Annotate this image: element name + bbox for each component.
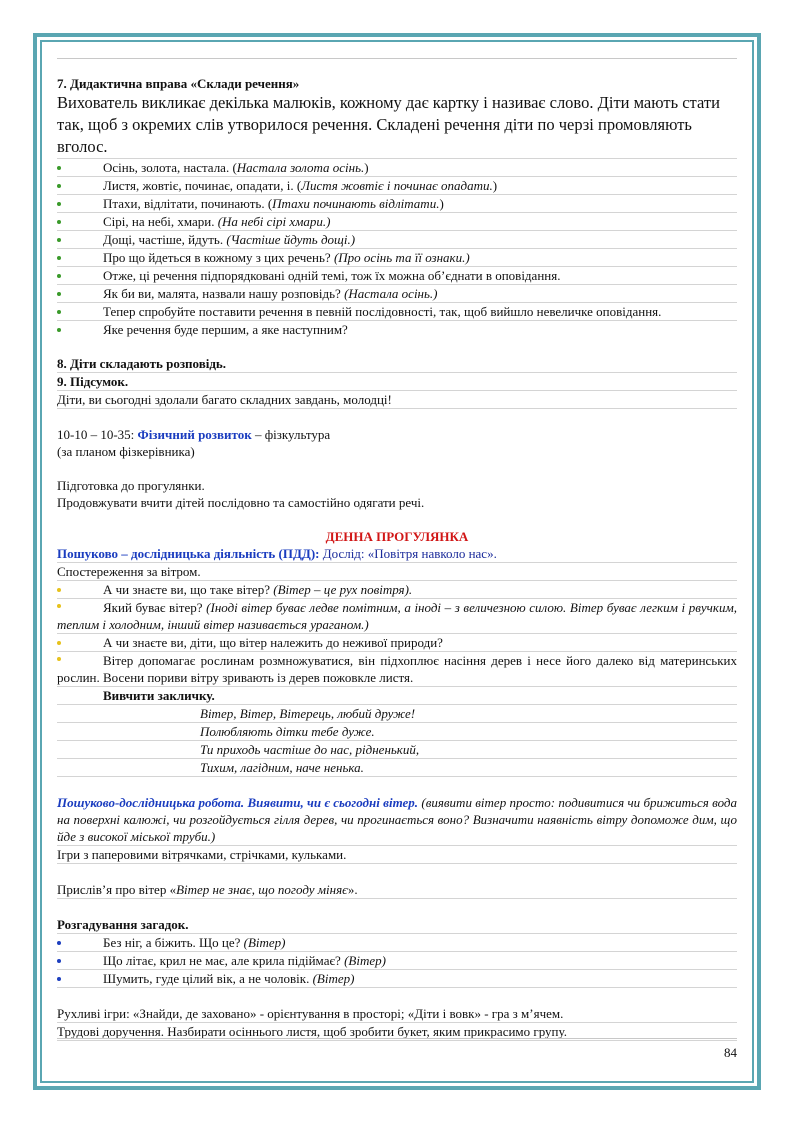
paper-games: Ігри з паперовими вітрячками, стрічками, кульками. <box>57 846 737 864</box>
bullet-icon <box>57 166 61 170</box>
list-item: Осінь, золота, настала. (Настала золота осінь.) <box>57 159 737 177</box>
bullet-icon <box>57 310 61 314</box>
physical-note: (за планом фізкерівника) <box>57 444 195 459</box>
wind-question-3: А чи знаєте ви, діти, що вітер належить до неживої природи? <box>57 634 737 652</box>
section-7-intro: Вихователь викликає декілька малюків, кожному дає картку і називає слово. Діти мають стати так, щоб з окремих слів утворилося речення. Складені речення діти по черзі промовляють вголос. <box>57 92 737 159</box>
poem-line: Ти приходь частіше до нас, рідненький, <box>57 741 737 759</box>
observation-line: Спостереження за вітром. <box>57 563 737 581</box>
poem-line: Тихим, лагідним, наче ненька. <box>57 759 737 777</box>
list-item: Про що йдеться в кожному з цих речень? (Про осінь та її ознаки.) <box>57 249 737 267</box>
proverb-line: Прислів’я про вітер «Вітер не знає, що погоду міняє». <box>57 881 737 899</box>
page-number: 84 <box>57 1038 737 1061</box>
list-item: Птахи, відлітати, починають. (Птахи починають відлітати.) <box>57 195 737 213</box>
mobile-games: Рухливі ігри: «Знайди, де заховано» - орієнтування в просторі; «Діти і вовк» - гра з м’ячем. <box>57 1005 737 1023</box>
page-content <box>57 58 737 1041</box>
riddle-item: Шумить, гуде цілий вік, а не чоловік. (Вітер) <box>57 970 737 988</box>
bullet-icon <box>57 292 61 296</box>
research-work: Пошуково-дослідницька робота. Виявити, чи є сьогодні вітер. (виявити вітер просто: подивитися чи брижиться вода на поверхні калюжі, чи розгойдується гілля дерев, чи прогинається воно? Визначити наявність вітру допоможе дим, що йде з високої міської труби.) <box>57 795 737 844</box>
bullet-icon <box>57 220 61 224</box>
bullet-icon <box>57 184 61 188</box>
list-item: Отже, ці речення підпорядковані одній темі, тож їх можна об’єднати в оповідання. <box>57 267 737 285</box>
wind-question-2: Який буває вітер? (Іноді вітер буває ледве помітним, а іноді – з величезною силою. Вітер буває легким і рвучким, теплим і холодним, інший вітер називається ураганом.) <box>57 600 738 632</box>
list-item: Листя, жовтіє, починає, опадати, і. (Листя жовтіє і починає опадати.) <box>57 177 737 195</box>
list-item: Як би ви, малята, назвали нашу розповідь? (Настала осінь.) <box>57 285 737 303</box>
list-item: Сірі, на небі, хмари. (На небі сірі хмари.) <box>57 213 737 231</box>
poem-line: Вітер, Вітер, Вітерець, любий друже! <box>57 705 737 723</box>
bullet-icon <box>57 959 61 963</box>
wind-fact: Вітер допомагає рослинам розмножуватися, він підхоплює насіння дерев і несе його далеко від материнських рослин. Восени пориви вітру зривають із дерев пожовкле листя. <box>57 653 737 685</box>
prep-line-2: Продовжувати вчити дітей послідовно та самостійно одягати речі. <box>57 495 425 510</box>
learn-chant: Вивчити закличку. <box>57 687 737 705</box>
bullet-icon <box>57 328 61 332</box>
bullet-icon <box>57 941 61 945</box>
bullet-icon <box>57 657 61 661</box>
walk-heading: ДЕННА ПРОГУЛЯНКА <box>325 529 469 544</box>
prep-line-1: Підготовка до прогулянки. <box>57 478 205 493</box>
bullet-icon <box>57 641 61 645</box>
wind-question-1: А чи знаєте ви, що таке вітер? (Вітер – це рух повітря). <box>57 581 737 599</box>
top-rule <box>57 58 737 59</box>
section-9-title: 9. Підсумок. <box>57 373 737 391</box>
riddles-title: Розгадування загадок. <box>57 916 737 934</box>
sentence-list <box>57 159 737 338</box>
section-8-title: 8. Діти складають розповідь. <box>57 355 737 373</box>
bullet-icon <box>57 202 61 206</box>
research-line: Пошуково – дослідницька діяльність (ПДД): Дослід: «Повітря навколо нас». <box>57 545 737 563</box>
bullet-icon <box>57 604 61 608</box>
list-item: Тепер спробуйте поставити речення в певній послідовності, так, щоб вийшло невеличке оповідання. <box>57 303 737 321</box>
summary-text: Діти, ви сьогодні здолали багато складних завдань, молодці! <box>57 391 737 409</box>
riddle-item: Без ніг, а біжить. Що це? (Вітер) <box>57 934 737 952</box>
poem-line: Полюбляють дітки тебе дуже. <box>57 723 737 741</box>
physical-line: 10-10 – 10-35: Фізичний розвиток – фізкультура <box>57 427 331 442</box>
bullet-icon <box>57 256 61 260</box>
list-item: Дощі, частіше, йдуть. (Частіше йдуть дощі.) <box>57 231 737 249</box>
bullet-icon <box>57 588 61 592</box>
labor-task: Трудові доручення. Назбирати осіннього листя, щоб зробити букет, яким прикрасимо групу. <box>57 1023 737 1041</box>
list-item: Яке речення буде першим, а яке наступним? <box>57 321 737 338</box>
section-7-title: 7. Дидактична вправа «Склади речення» <box>57 76 300 91</box>
bullet-icon <box>57 274 61 278</box>
bullet-icon <box>57 238 61 242</box>
bullet-icon <box>57 977 61 981</box>
riddle-item: Що літає, крил не має, але крила підіймає? (Вітер) <box>57 952 737 970</box>
